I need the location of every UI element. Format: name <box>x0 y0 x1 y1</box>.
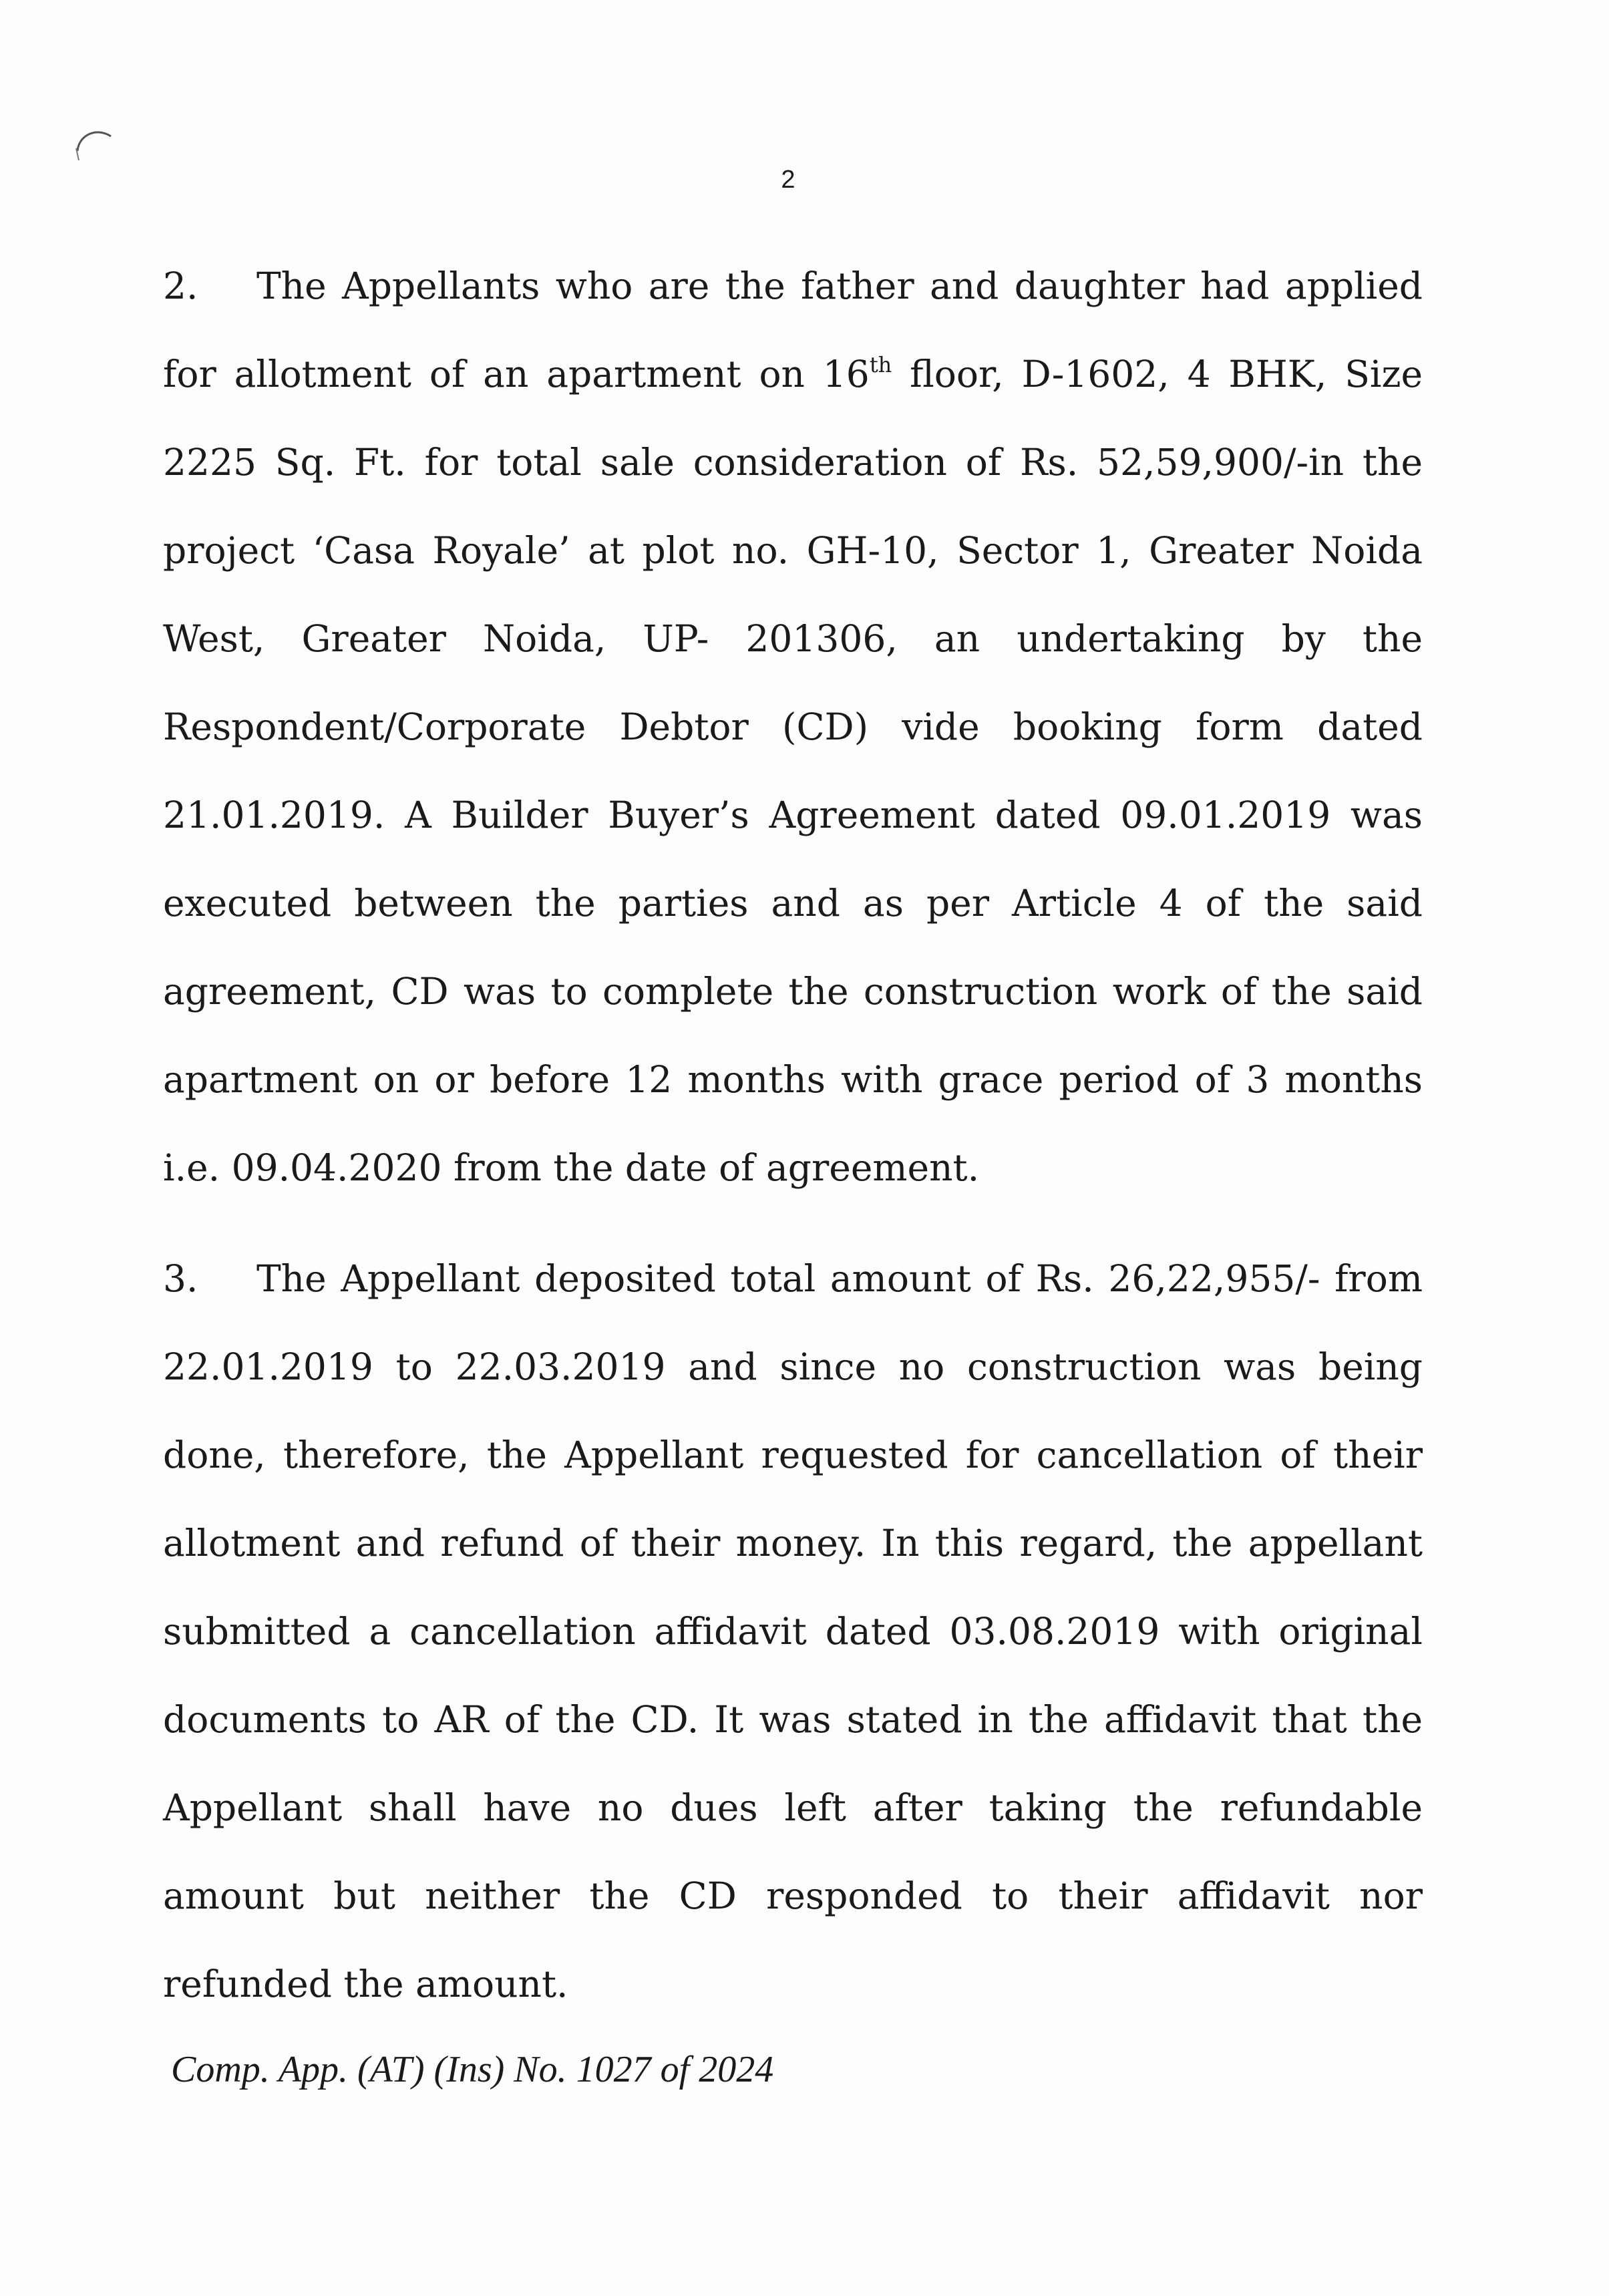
paragraph-number: 2. <box>163 265 198 307</box>
scan-artifact-mark <box>72 122 115 164</box>
paragraph-text-continued: floor, D-1602, 4 BHK, Size 2225 Sq. Ft. for total sale consideration of Rs. 52,59,900/-in the project ‘Casa Royale’ at plot no. GH-10, Sector 1, Greater Noida West, Greater Noida, UP- 201306, an undertaking by the Respondent/Corporate Debtor (CD) vide booking form dated 21.01.2019. A Builder Buyer’s Agreement dated 09.01.2019 was executed between the parties and as per Article 4 of the said agreement, CD was to complete the construction work of the said apartment on or before 12 months with grace period of 3 months i.e. 09.04.2020 from the date of agreement. <box>163 353 1423 1189</box>
paragraph-text: The Appellant deposited total amount of Rs. 26,22,955/- from 22.01.2019 to 22.03.2019 and since no construction was being done, therefore, the Appellant requested for cancellation of their allotment and refund of their money. In this regard, the appellant submitted a cancellation affidavit dated 03.08.2019 with original documents to AR of the CD. It was stated in the affidavit that the Appellant shall have no dues left after taking the refundable amount but neither the CD responded to their affidavit nor refunded the amount. <box>163 1257 1423 2005</box>
ordinal-superscript: th <box>869 352 892 377</box>
paragraph-text: The Appellants who are the father and daughter had applied for allotment of an apartment on 16 <box>163 265 1423 395</box>
paragraph-number: 3. <box>163 1257 198 1300</box>
page-number: 2 <box>781 166 795 194</box>
paragraph-2 <box>163 242 1423 1212</box>
case-citation-footer: Comp. App. (AT) (Ins) No. 1027 of 2024 <box>171 2049 774 2090</box>
paragraph-3 <box>163 1235 1423 2028</box>
